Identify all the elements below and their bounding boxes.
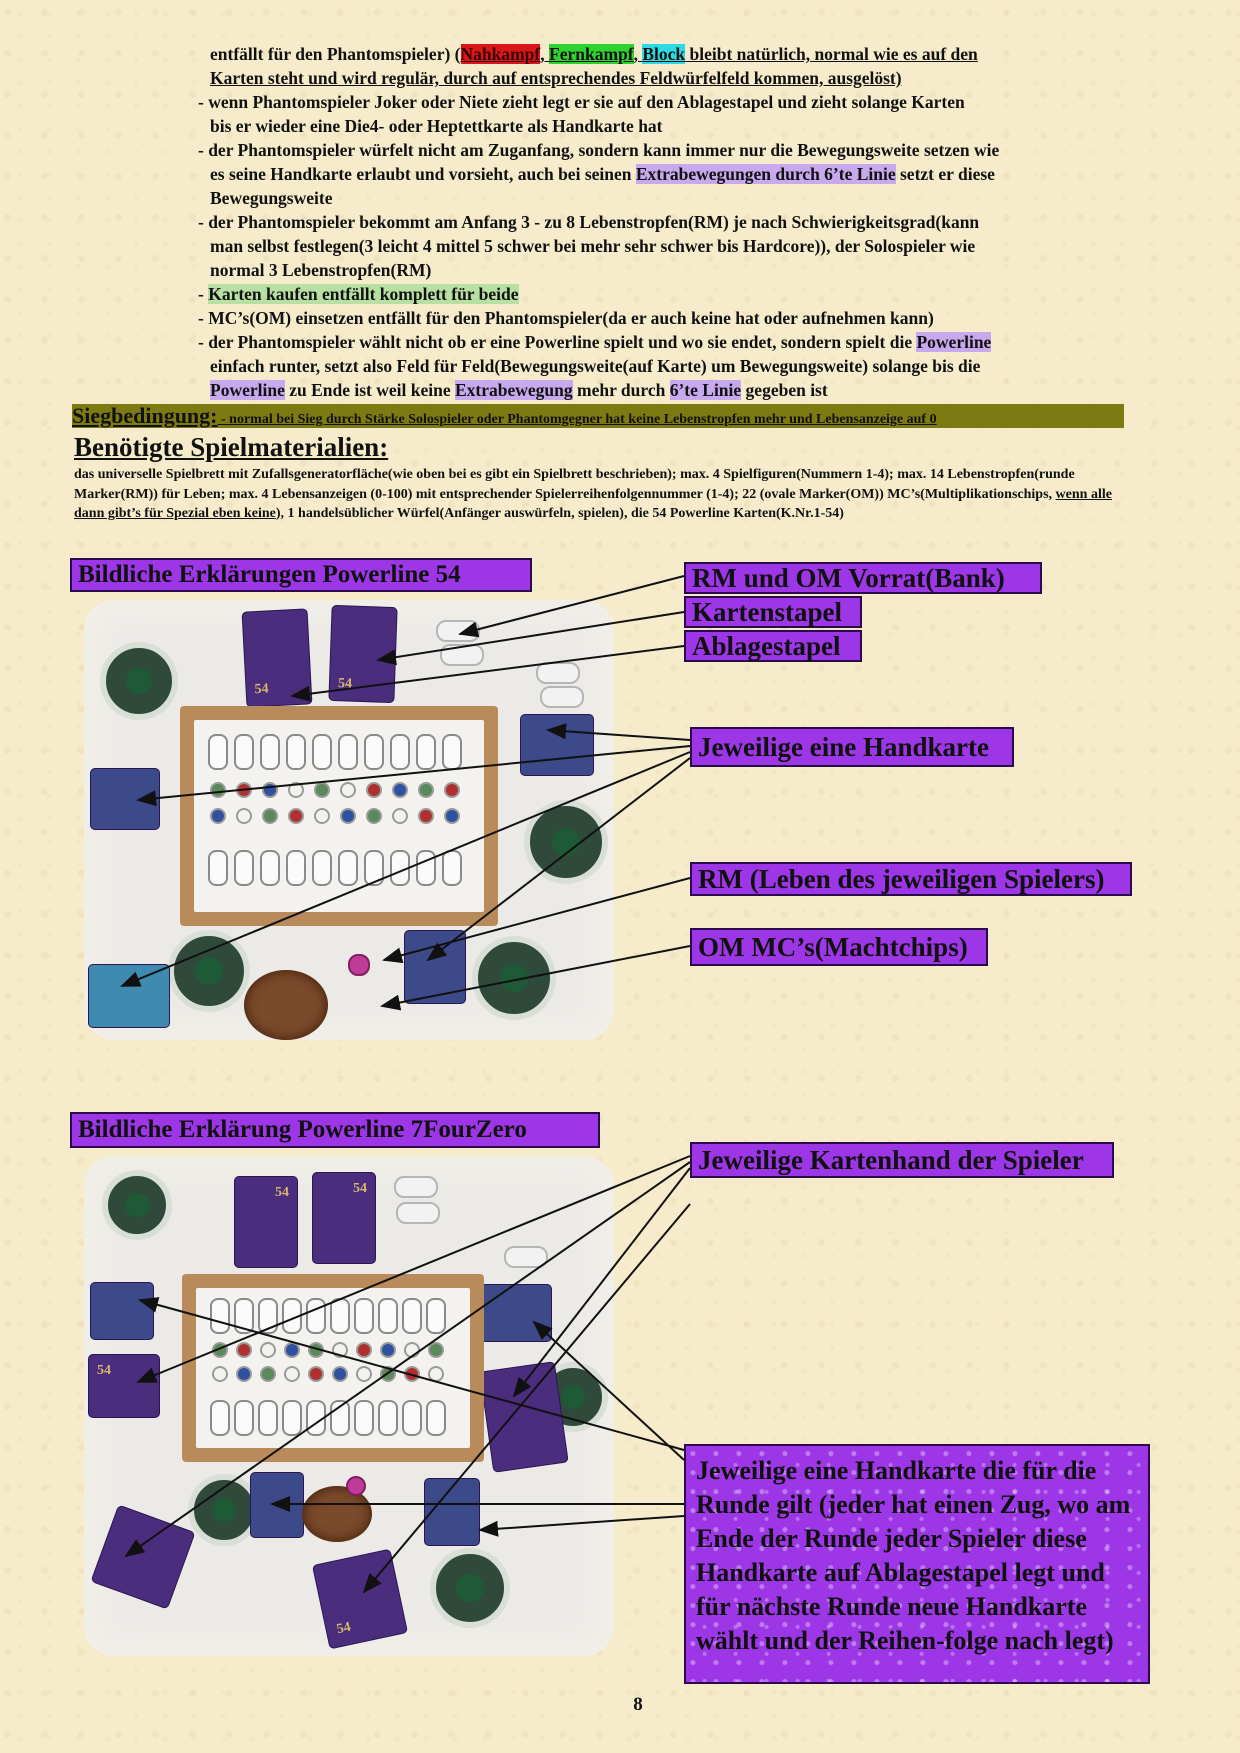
label-ablagestapel: Ablagestapel — [684, 630, 862, 662]
rules-line: - der Phantomspieler würfelt nicht am Zuganfang, sondern kann immer nur die Bewegungsweite setzen wie — [198, 140, 1000, 160]
draw-pile-card: 54 — [234, 1176, 298, 1268]
nahkampf-highlight: Nahkampf — [460, 44, 541, 64]
rules-line: - MC’s(OM) einsetzen entfällt für den Phantomspieler(da er auch keine hat oder aufnehmen kann) — [198, 308, 934, 328]
draw-pile-card: 54 — [242, 608, 313, 707]
extrabewegungen-highlight: Extrabewegungen durch 6’te Linie — [635, 164, 896, 184]
arrow — [548, 730, 690, 740]
label-rm-leben: RM (Leben des jeweiligen Spielers) — [690, 862, 1132, 896]
section1-title: Bildliche Erklärungen Powerline 54 — [70, 558, 532, 592]
extrabewegung-highlight: Extrabewegung — [455, 380, 573, 400]
label-om-machtchips: OM MC’s(Machtchips) — [690, 928, 988, 966]
label-handkarte-runde: Jeweilige eine Handkarte die für die Runde gilt (jeder hat einen Zug, wo am Ende der Runde jeder Spieler diese Handkarte auf Ablagestapel legt und für nächste Runde neue Handkarte wählt und der Reihen-folge nach legt) — [684, 1444, 1150, 1684]
rules-line: normal 3 Lebenstropfen(RM) — [210, 260, 432, 280]
materials-title: Benötigte Spielmaterialien: — [74, 432, 389, 462]
rules-line: es seine Handkarte erlaubt und vorsieht, auch bei seinen Extrabewegungen durch 6’te Linie setzt er diese — [210, 164, 995, 184]
arrow — [292, 646, 684, 696]
rules-line: man selbst festlegen(3 leicht 4 mittel 5 schwer bei mehr sehr schwer bis Hardcore)), der Solospieler wie — [210, 236, 976, 256]
arrow — [514, 1168, 690, 1396]
siegbedingung-text: - normal bei Sieg durch Stärke Solospieler oder Phantomgegner hat keine Lebenstropfen mehr und — [217, 412, 817, 427]
powerline-highlight: Powerline — [916, 332, 992, 352]
rules-line: einfach runter, setzt also Feld für Feld(Bewegungsweite(auf Karte) um Bewegungsweite) solange bis die — [210, 356, 981, 376]
hand-of-cards: 54 — [88, 1354, 160, 1418]
block-highlight: Block — [642, 44, 686, 64]
page-number: 8 — [633, 1694, 643, 1715]
rules-line: - der Phantomspieler bekommt am Anfang 3 - zu 8 Lebenstropfen(RM) je nach Schwierigkeitsgrad(kann — [198, 212, 980, 232]
rules-line: - der Phantomspieler wählt nicht ob er eine Powerline spielt und wo sie endet, sondern spielt die Powerline — [198, 332, 992, 352]
arrow — [364, 1204, 690, 1592]
arrow — [534, 1322, 684, 1460]
arrow — [382, 946, 690, 1006]
discard-pile-card: 54 — [312, 1172, 376, 1264]
materials-text: das universelle Spielbrett mit Zufallsgeneratorfläche(wie oben bei es gibt ein Spielbrett beschrieben); max. 4 Spielfiguren(Nummern 1-4); max. 14 Lebenstropfen(runde Marker(RM)) für Leben; max. 4 Lebensanzeigen (0-100) mit entsprechender Spielerreihenfolgennummer (1-4); 22 (ovale Marker(OM)) MC’s(Multiplikationschips, wenn alle dann gibt’s für Spezial eben keine), 1 handelsüblicher Würfel(Anfänger auswürfeln, spielen), die 54 Powerline Karten(K.Nr.1-54) — [74, 467, 1112, 521]
siegbedingung-text-end: Lebensanzeige auf 0 — [816, 412, 937, 427]
arrow — [138, 746, 690, 800]
arrow — [138, 1156, 690, 1382]
section2-title: Bildliche Erklärung Powerline 7FourZero — [70, 1112, 600, 1148]
label-kartenstapel: Kartenstapel — [684, 596, 862, 628]
fernkampf-highlight: Fernkampf — [549, 44, 634, 64]
arrow — [122, 752, 690, 986]
arrow — [460, 576, 684, 634]
siegbedingung-title: Siegbedingung: — [72, 404, 218, 428]
linie-highlight: 6’te Linie — [669, 380, 742, 400]
rules-line: - Karten kaufen entfällt komplett für beide — [198, 284, 519, 304]
rules-line: entfällt für den Phantomspieler) (Nahkampf, Fernkampf, Block bleibt natürlich, normal wie es auf den — [210, 44, 978, 64]
discard-pile-card: 54 — [328, 605, 397, 703]
arrow — [126, 1162, 690, 1556]
label-rm-om-vorrat: RM und OM Vorrat(Bank) — [684, 562, 1042, 594]
arrow — [480, 1516, 684, 1530]
arrow — [384, 878, 690, 960]
label-handkarte: Jeweilige eine Handkarte — [690, 727, 1014, 767]
rules-line: - wenn Phantomspieler Joker oder Niete zieht legt er sie auf den Ablagestapel und zieht solange Karten — [198, 92, 965, 112]
arrow — [140, 1300, 684, 1450]
rules-line: Powerline zu Ende ist weil keine Extrabewegung mehr durch 6’te Linie gegeben ist — [210, 380, 828, 400]
rules-line: Karten steht und wird regulär, durch auf entsprechendes Feldwürfelfeld kommen, ausgelöst) — [210, 68, 902, 88]
rules-line: Bewegungsweite — [210, 188, 333, 208]
label-kartenhand: Jeweilige Kartenhand der Spieler — [690, 1142, 1114, 1178]
powerline-highlight: Powerline — [210, 380, 285, 400]
arrow — [428, 758, 690, 960]
rules-line: bis er wieder eine Die4- oder Heptettkarte als Handkarte hat — [210, 116, 663, 136]
karten-kaufen-highlight: Karten kaufen entfällt komplett für beide — [208, 284, 519, 304]
hand-of-cards: 54 — [312, 1549, 408, 1650]
